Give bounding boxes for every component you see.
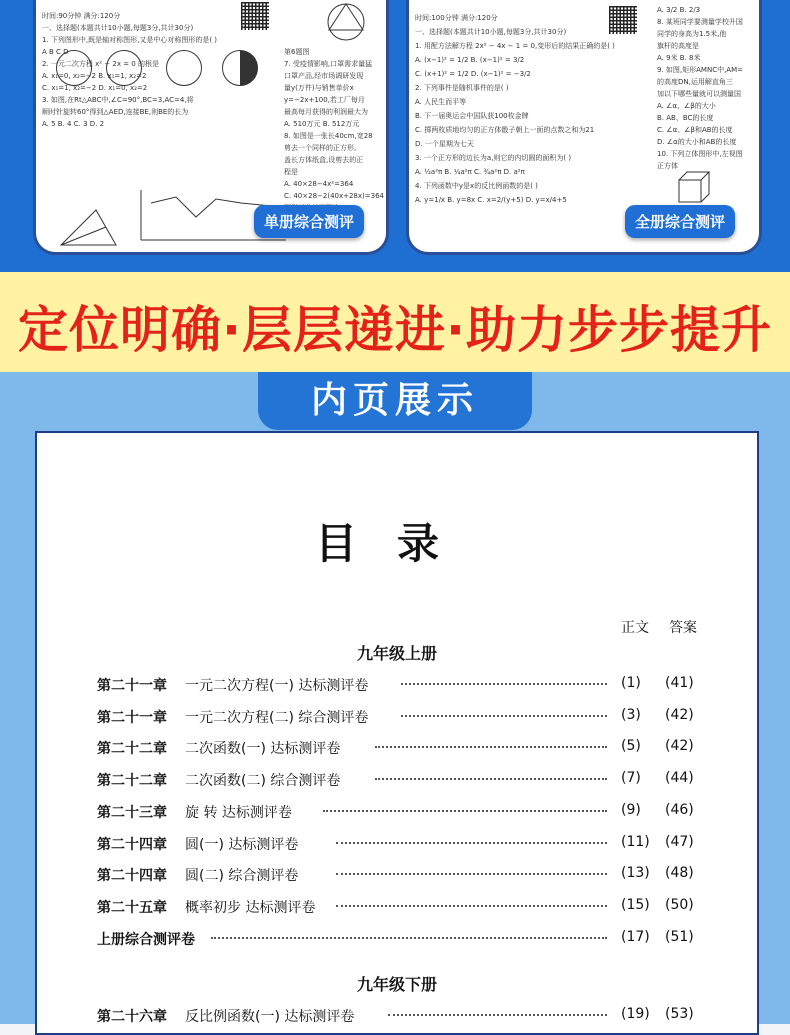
toc-chapter: 第二十一章 (97, 678, 167, 694)
toc-leader-dots (336, 905, 607, 907)
toc-leader-dots (401, 715, 607, 717)
sample-question-line: 4. 下列函数中y是x的反比例函数的是( ) (415, 182, 538, 190)
toc-row[interactable] (97, 929, 697, 951)
sample-question-line: 旗杆的高度是 (657, 42, 699, 50)
sample-question-line: 1. 下列图形中,既是轴对称图形,又是中心对称图形的是( ) (42, 36, 218, 44)
sample-question-line: B. 下一届奥运会中国队获100枚金牌 (415, 112, 529, 120)
sample-question-line: 1. 用配方法解方程 2x² − 4x − 1 = 0,变形后的结果正确的是( ) (415, 42, 615, 50)
toc-chapter: 第二十一章 (97, 709, 167, 726)
sample-question-line: A. 9米 B. 8米 (657, 54, 701, 62)
full-volume-test-tag: 全册综合测评 (625, 205, 735, 238)
sample-question-line: A. x₁=0, x₂=−2 B. x₁=1, x₂=2 (42, 72, 147, 80)
toc-topic: 一元二次方程(二) 综合测评卷 (185, 709, 369, 726)
toc-leader-dots (375, 778, 607, 780)
qr-code-icon (241, 2, 269, 30)
sample-question-line: C. 掷两枚质地均匀的正方体骰子朝上一面的点数之和为21 (415, 126, 595, 134)
toc-answer-page: (42) (665, 738, 694, 755)
sample-question-line: 的高度DN,运用解直角三 (657, 78, 733, 86)
toc-topic: 圆(二) 综合测评卷 (185, 868, 299, 885)
toc-answer-page: (44) (665, 770, 694, 787)
toc-row[interactable] (97, 802, 697, 824)
qr-code-icon (609, 6, 637, 34)
sample-question-line: A. 5 B. 4 C. 3 D. 2 (42, 120, 105, 128)
sample-question-line: 盖长方体纸盒,设剪去的正 (284, 156, 364, 164)
sample-question-line: A. ∠α、∠β的大小 (657, 102, 716, 110)
sample-question-line: D. ∠α的大小和AB的长度 (657, 138, 737, 146)
toc-answer-page: (46) (665, 801, 694, 818)
toc-topic: 反比例函数(一) 达标测评卷 (185, 1009, 355, 1026)
sample-question-line: 7. 受疫情影响,口罩需求量猛 (284, 60, 373, 68)
toc-answer-page: (41) (665, 675, 694, 691)
toc-row[interactable] (97, 834, 697, 856)
toc-leader-dots (336, 873, 607, 875)
pinwheel-figure-icon (56, 50, 92, 86)
sample-question-line: 第6题图 (284, 48, 310, 56)
sample-question-line: y=−2x+100,若工厂每月 (284, 96, 365, 104)
toc-page-number: (17) (621, 928, 650, 945)
toc-leader-dots (375, 746, 607, 748)
toc-chapter: 第二十四章 (97, 836, 167, 853)
sample-question-line: 时间:90分钟 满分:120分 (42, 12, 121, 20)
section-title-tab: 内页展示 (258, 372, 532, 430)
toc-page-number: (3) (621, 706, 641, 723)
toc-chapter: 第二十二章 (97, 741, 167, 758)
toc-chapter: 上册综合测评卷 (97, 931, 195, 948)
toc-page-number: (5) (621, 738, 641, 755)
sample-question-line: 2. 下列事件是随机事件的是( ) (415, 84, 509, 92)
sample-question-line: D. 一个星期为七天 (415, 140, 474, 148)
toc-grade-heading: 九年级上册 (356, 644, 437, 663)
toc-page (35, 431, 759, 1035)
sample-question-line: 最高每月获得的利润最大为 (284, 108, 368, 116)
toc-page-number: (1) (621, 675, 641, 691)
sample-question-line: A. 3/2 B. 2/3 (657, 6, 701, 14)
toc-row[interactable] (97, 865, 697, 887)
toc-topic: 二次函数(二) 综合测评卷 (185, 773, 341, 790)
toc-row[interactable] (97, 897, 697, 919)
toc-topic: 二次函数(一) 达标测评卷 (185, 741, 341, 758)
sample-question-line: 2. 一元二次方程 x² − 2x = 0 的根是 (42, 60, 159, 68)
sample-question-line: A. 40×28−4x²=364 (284, 180, 354, 188)
sample-question-line: C. ∠α、∠β和AB的长度 (657, 126, 733, 134)
toc-page-number: (11) (621, 833, 650, 850)
sample-question-line: A. (x−1)² = 1/2 B. (x−1)² = 3/2 (415, 56, 525, 64)
toc-row[interactable] (97, 675, 697, 697)
toc-page-number: (9) (621, 801, 641, 818)
sample-question-line: 顺时针旋转60°得到△AED,连接BE,则BE的长为 (42, 108, 189, 116)
sample-question-line: A. 510万元 B. 512万元 (284, 120, 360, 128)
sample-question-line: 3. 一个正方形的边长为a,则它的内切圆的面积为( ) (415, 154, 572, 162)
sample-question-line: 量y(万件)与销售单价x (284, 84, 354, 92)
triangle-figure-icon (56, 205, 126, 250)
sample-question-line: 9. 如图,矩形AMNC中,AM= (657, 66, 743, 74)
flower-figure-icon (166, 50, 202, 86)
toc-answer-page: (51) (665, 928, 694, 945)
sample-question-line: C. x₁=1, x₂=−2 D. x₁=0, x₂=2 (42, 84, 148, 92)
toc-leader-dots (211, 937, 607, 939)
toc-page-number: (13) (621, 865, 650, 882)
toc-page-number: (7) (621, 770, 641, 787)
toc-row[interactable] (97, 770, 697, 792)
sample-question-line: A B C D (42, 48, 69, 56)
toc-chapter: 第二十六章 (97, 1009, 167, 1026)
toc-page-number: (19) (621, 1006, 650, 1023)
toc-page-number: (15) (621, 896, 650, 913)
toc-column-answer: 答案 (669, 620, 697, 636)
toc-topic: 概率初步 达标测评卷 (185, 899, 316, 916)
sample-question-line: A. ½a²π B. ¼a²π C. ¾a²π D. a²π (415, 168, 525, 176)
sample-question-line: B. AB、BC的长度 (657, 114, 714, 122)
sample-question-line: A. 人民生而平等 (415, 98, 467, 106)
sample-question-line: 加以下哪些量就可以测量国 (657, 90, 741, 98)
sample-question-line: 8. 某班同学要测量学校升国 (657, 18, 743, 26)
toc-row[interactable] (97, 1006, 697, 1028)
yin-yang-figure-icon (222, 50, 258, 86)
toc-leader-dots (401, 683, 607, 685)
toc-row[interactable] (97, 707, 697, 729)
toc-leader-dots (336, 842, 607, 844)
toc-row[interactable] (97, 738, 697, 760)
toc-chapter: 第二十二章 (97, 773, 167, 790)
toc-title: 目录 (314, 519, 479, 568)
sample-question-line: 3. 如图,在Rt△ABC中,∠C=90°,BC=3,AC=4,将 (42, 96, 194, 104)
sample-question-line: C. (x+1)² = 1/2 D. (x−1)² = −3/2 (415, 70, 531, 78)
sample-question-line: C. 40×28−2(40x+28x)=364 (284, 192, 384, 200)
sample-question-line: 10. 下列立体图形中,左视图 (657, 150, 743, 158)
toc-grade-heading: 九年级下册 (356, 975, 437, 995)
toc-chapter: 第二十五章 (97, 899, 167, 916)
toc-topic: 圆(一) 达标测评卷 (185, 836, 299, 853)
slogan-text: 定位明确·层层递进·助力步步提升 (18, 301, 772, 359)
preview-card-single-volume (33, 0, 389, 255)
toc-answer-page: (53) (665, 1006, 694, 1023)
sample-question-line: 同学的身高为1.5米,他 (657, 30, 727, 38)
toc-answer-page: (48) (665, 865, 694, 882)
toc-topic: 旋 转 达标测评卷 (185, 804, 292, 821)
toc-chapter: 第二十四章 (97, 868, 167, 885)
circle-figure-icon (321, 0, 371, 50)
preview-card-full-volume (406, 0, 762, 255)
single-volume-test-tag: 单册综合测评 (254, 205, 364, 238)
sample-question-line: 口罩产品,经市场调研发现 (284, 72, 364, 80)
toc-answer-page: (50) (665, 896, 694, 913)
sample-question-line: 8. 如图是一张长40cm,宽28 (284, 132, 373, 140)
toc-answer-page: (47) (665, 833, 694, 850)
sample-question-line: 一、选择题(本题共计10小题,每题3分,共计30分) (42, 24, 194, 32)
cube-figure-icon (674, 168, 714, 208)
toc-leader-dots (388, 1014, 607, 1016)
toc-answer-page: (42) (665, 706, 694, 723)
sample-question-line: 正方体 (657, 162, 678, 170)
sample-question-line: 一、选择题(本题共计10小题,每题3分,共计30分) (415, 28, 567, 36)
toc-column-body: 正文 (621, 620, 649, 636)
sample-question-line: A. y=1/x B. y=8x C. x=2/(y+5) D. y=x/4+5 (415, 196, 567, 204)
toc-leader-dots (323, 810, 607, 812)
sample-question-line: 时间:100分钟 满分:120分 (415, 14, 498, 22)
trefoil-figure-icon (106, 50, 142, 86)
sample-question-line: 程是 (284, 168, 298, 176)
toc-topic: 一元二次方程(一) 达标测评卷 (185, 678, 369, 694)
sample-question-line: 剪去一个同样的正方形, (284, 144, 357, 152)
toc-chapter: 第二十三章 (97, 804, 167, 821)
